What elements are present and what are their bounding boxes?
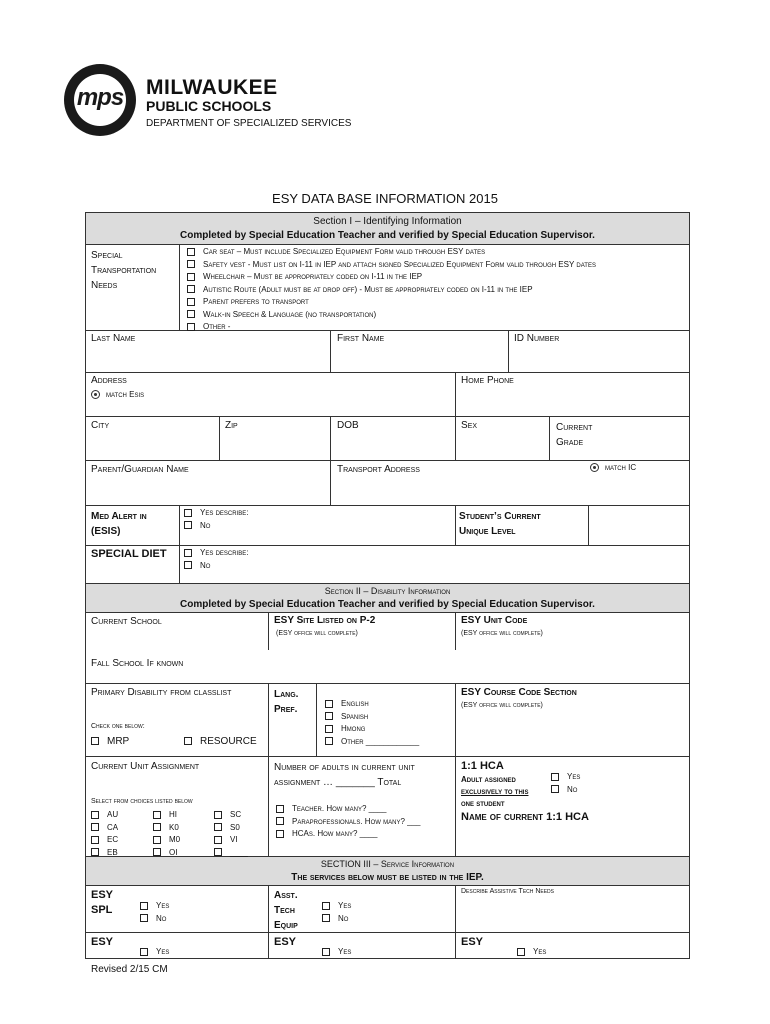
med-alert-no[interactable]: No [184, 520, 248, 533]
special-diet-no[interactable]: No [184, 560, 248, 573]
transport-option[interactable]: Autistic Route (Adult must be at drop off) - Must be appropriately coded on I-11 in the IEP [187, 284, 596, 297]
esy-office-note-2: (ESY office will complete) [461, 630, 543, 637]
unit-choice[interactable]: S0 [214, 822, 248, 835]
mrp-option[interactable]: MRP [91, 736, 129, 747]
revision-note: Revised 2/15 CM [91, 964, 168, 975]
checkbox-icon[interactable] [214, 811, 222, 819]
logo-text: mps [76, 84, 124, 111]
hca-assigned-2: exclusively to this [461, 787, 529, 796]
adult-role[interactable]: Paraprofessionals. How many? ___ [276, 816, 420, 829]
match-ic[interactable]: match IC [590, 463, 636, 472]
current-unit-label: Current Unit Assignment [91, 761, 200, 772]
id-number-label: ID Number [514, 333, 560, 344]
number-adults-label-1: Number of adults in current unit [274, 762, 415, 773]
adult-role[interactable]: HCAs. How many? ____ [276, 828, 420, 841]
zip-label: Zip [225, 420, 238, 431]
checkbox-icon[interactable] [325, 700, 333, 708]
esy-a-yes[interactable]: Yes [140, 947, 169, 956]
section3-subheading: The services below must be listed in the IEP. [291, 872, 484, 883]
asst-label-2: Tech [274, 905, 295, 916]
transport-address-label: Transport Address [337, 464, 420, 475]
esy-spl-label-2: SPL [91, 904, 113, 916]
esy-c-yes[interactable]: Yes [517, 947, 546, 956]
checkbox-icon[interactable] [214, 848, 222, 856]
checkbox-icon[interactable] [551, 785, 559, 793]
transport-option[interactable]: Wheelchair – Must be appropriately coded on I-11 in the IEP [187, 271, 596, 284]
city-label: City [91, 420, 110, 431]
lang-pref-label-1: Lang. [274, 689, 299, 700]
section2-heading: Section II – Disability Information [324, 586, 451, 596]
transport-option[interactable]: Walk-in Speech & Language (no transportation) [187, 309, 596, 322]
check-one-label: Check one below: [91, 723, 145, 730]
unit-choice[interactable]: VI [214, 834, 248, 847]
asst-yes[interactable]: Yes [322, 900, 351, 913]
checkbox-icon[interactable] [187, 285, 195, 293]
brand-dept: DEPARTMENT OF SPECIALIZED SERVICES [146, 118, 352, 129]
hca-assigned-1: Adult assigned [461, 775, 516, 784]
radio-icon[interactable] [590, 463, 599, 472]
lang-option[interactable]: Spanish [325, 711, 419, 724]
transport-option[interactable]: Safety vest - Must list on I-11 in IEP and attach signed Specialized Equipment Form valid through ESY dates [187, 259, 596, 272]
transport-option[interactable]: Parent prefers to transport [187, 296, 596, 309]
med-alert-yes[interactable]: Yes describe: [184, 507, 248, 520]
unit-choice[interactable]: OI [153, 847, 180, 860]
section2-subheading: Completed by Special Education Teacher and verified by Special Education Supervisor. [180, 599, 595, 610]
unit-choice[interactable]: CA [91, 822, 118, 835]
grade-label: Grade [556, 437, 584, 448]
checkbox-icon[interactable] [276, 817, 284, 825]
checkbox-icon[interactable] [214, 823, 222, 831]
esy-label-b: ESY [274, 936, 297, 948]
checkbox-icon[interactable] [153, 836, 161, 844]
unit-choice[interactable]: AU [91, 809, 118, 822]
checkbox-icon[interactable] [184, 549, 192, 557]
sex-label: Sex [461, 420, 478, 431]
section3-heading: SECTION III – Service Information [320, 859, 455, 869]
brand-sub: PUBLIC SCHOOLS [146, 98, 272, 114]
checkbox-icon[interactable] [325, 725, 333, 733]
esy-spl-label-1: ESY [91, 889, 114, 901]
checkbox-icon[interactable] [153, 848, 161, 856]
checkbox-icon[interactable] [184, 509, 192, 517]
hca-name-label: Name of current 1:1 HCA [461, 811, 589, 823]
checkbox-icon[interactable] [517, 948, 525, 956]
checkbox-icon[interactable] [551, 773, 559, 781]
special-label-3: Needs [91, 280, 118, 291]
page-title: ESY DATA BASE INFORMATION 2015 [272, 191, 498, 206]
primary-disability-label: Primary Disability from classlist [91, 687, 232, 698]
mps-logo [64, 64, 136, 136]
checkbox-icon[interactable] [322, 902, 330, 910]
parent-guardian-label: Parent/Guardian Name [91, 464, 189, 475]
checkbox-icon[interactable] [325, 737, 333, 745]
describe-at-label: Describe Assistive Tech Needs [461, 888, 555, 895]
unit-choice[interactable]: ____ [214, 847, 248, 860]
dob-label: DOB [337, 420, 359, 431]
unit-choice[interactable]: EC [91, 834, 118, 847]
esy-office-note-1: (ESY office will complete) [276, 630, 358, 637]
unit-choice[interactable]: M0 [153, 834, 180, 847]
esy-course-code-label: ESY Course Code Section [461, 687, 577, 698]
special-diet-label: SPECIAL DIET [91, 548, 167, 560]
unit-choice[interactable]: K0 [153, 822, 180, 835]
esy-label-a: ESY [91, 936, 114, 948]
checkbox-icon[interactable] [322, 948, 330, 956]
checkbox-icon[interactable] [187, 248, 195, 256]
section1-subheading: Completed by Special Education Teacher and verified by Special Education Supervisor. [180, 230, 595, 241]
unit-choice[interactable]: HI [153, 809, 180, 822]
lang-pref-label-2: Pref. [274, 704, 298, 715]
checkbox-icon[interactable] [91, 811, 99, 819]
current-label: Current [556, 422, 593, 433]
checkbox-icon[interactable] [140, 902, 148, 910]
last-name-label: Last Name [91, 333, 136, 344]
transport-option[interactable]: Other - [187, 321, 596, 334]
unit-choice[interactable]: EB [91, 847, 118, 860]
section1-heading: Section I – Identifying Information [313, 216, 462, 227]
hca-assigned-3: one student [461, 799, 505, 808]
spl-yes[interactable]: Yes [140, 900, 169, 913]
unit-choice[interactable]: SC [214, 809, 248, 822]
special-label-2: Transportation [91, 265, 157, 276]
radio-icon[interactable] [91, 390, 100, 399]
esy-office-note-3: (ESY office will complete) [461, 702, 543, 709]
checkbox-icon[interactable] [325, 712, 333, 720]
checkbox-icon[interactable] [187, 298, 195, 306]
unique-level-label-2: Unique Level [459, 526, 516, 537]
checkbox-icon[interactable] [276, 830, 284, 838]
select-from-label: Select from choices listed below [91, 798, 193, 805]
lang-option[interactable]: Other ____________ [325, 736, 419, 749]
special-label-1: Special [91, 250, 123, 261]
checkbox-icon[interactable] [153, 823, 161, 831]
current-school-label: Current School [91, 616, 162, 627]
match-esis[interactable]: match Esis [91, 390, 144, 399]
asst-no[interactable]: No [322, 913, 351, 926]
special-diet-yes[interactable]: Yes describe: [184, 547, 248, 560]
checkbox-icon[interactable] [153, 811, 161, 819]
hca-no[interactable]: No [551, 784, 580, 797]
first-name-label: First Name [337, 333, 385, 344]
med-alert-label-1: Med Alert in [91, 511, 147, 522]
checkbox-icon[interactable] [187, 310, 195, 318]
checkbox-icon[interactable] [214, 836, 222, 844]
esy-site-label: ESY Site Listed on P-2 [274, 615, 376, 626]
esy-label-c: ESY [461, 936, 484, 948]
checkbox-icon[interactable] [276, 805, 284, 813]
checkbox-icon[interactable] [91, 823, 99, 831]
lang-option[interactable]: English [325, 698, 419, 711]
adult-role[interactable]: Teacher. How many? ____ [276, 803, 420, 816]
transport-option[interactable]: Car seat – Must include Specialized Equipment Form valid through ESY dates [187, 246, 596, 259]
special-transport-options [187, 246, 596, 334]
hca-title: 1:1 HCA [461, 760, 504, 772]
spl-no[interactable]: No [140, 913, 169, 926]
esy-b-yes[interactable]: Yes [322, 947, 351, 956]
unique-level-label-1: Student’s Current [459, 511, 541, 522]
brand-name: MILWAUKEE [146, 76, 278, 99]
checkbox-icon[interactable] [91, 848, 99, 856]
checkbox-icon[interactable] [140, 914, 148, 922]
checkbox-icon[interactable] [184, 561, 192, 569]
checkbox-icon[interactable] [187, 260, 195, 268]
checkbox-icon[interactable] [187, 273, 195, 281]
home-phone-label: Home Phone [461, 375, 514, 386]
checkbox-icon[interactable] [140, 948, 148, 956]
checkbox-icon[interactable] [187, 323, 195, 331]
checkbox-icon[interactable] [184, 737, 192, 745]
hca-yes[interactable]: Yes [551, 771, 580, 784]
esy-unit-code-label: ESY Unit Code [461, 615, 528, 626]
checkbox-icon[interactable] [184, 521, 192, 529]
address-label: Address [91, 375, 127, 386]
lang-option[interactable]: Hmong [325, 723, 419, 736]
checkbox-icon[interactable] [91, 737, 99, 745]
asst-label-3: Equip [274, 920, 298, 931]
fall-school-label: Fall School If known [91, 658, 184, 669]
number-adults-label-2: assignment … _______ Total [274, 777, 402, 788]
asst-label-1: Asst. [274, 890, 298, 901]
checkbox-icon[interactable] [322, 914, 330, 922]
resource-option[interactable]: RESOURCE [184, 736, 257, 747]
med-alert-label-2: (ESIS) [91, 526, 121, 537]
checkbox-icon[interactable] [91, 836, 99, 844]
